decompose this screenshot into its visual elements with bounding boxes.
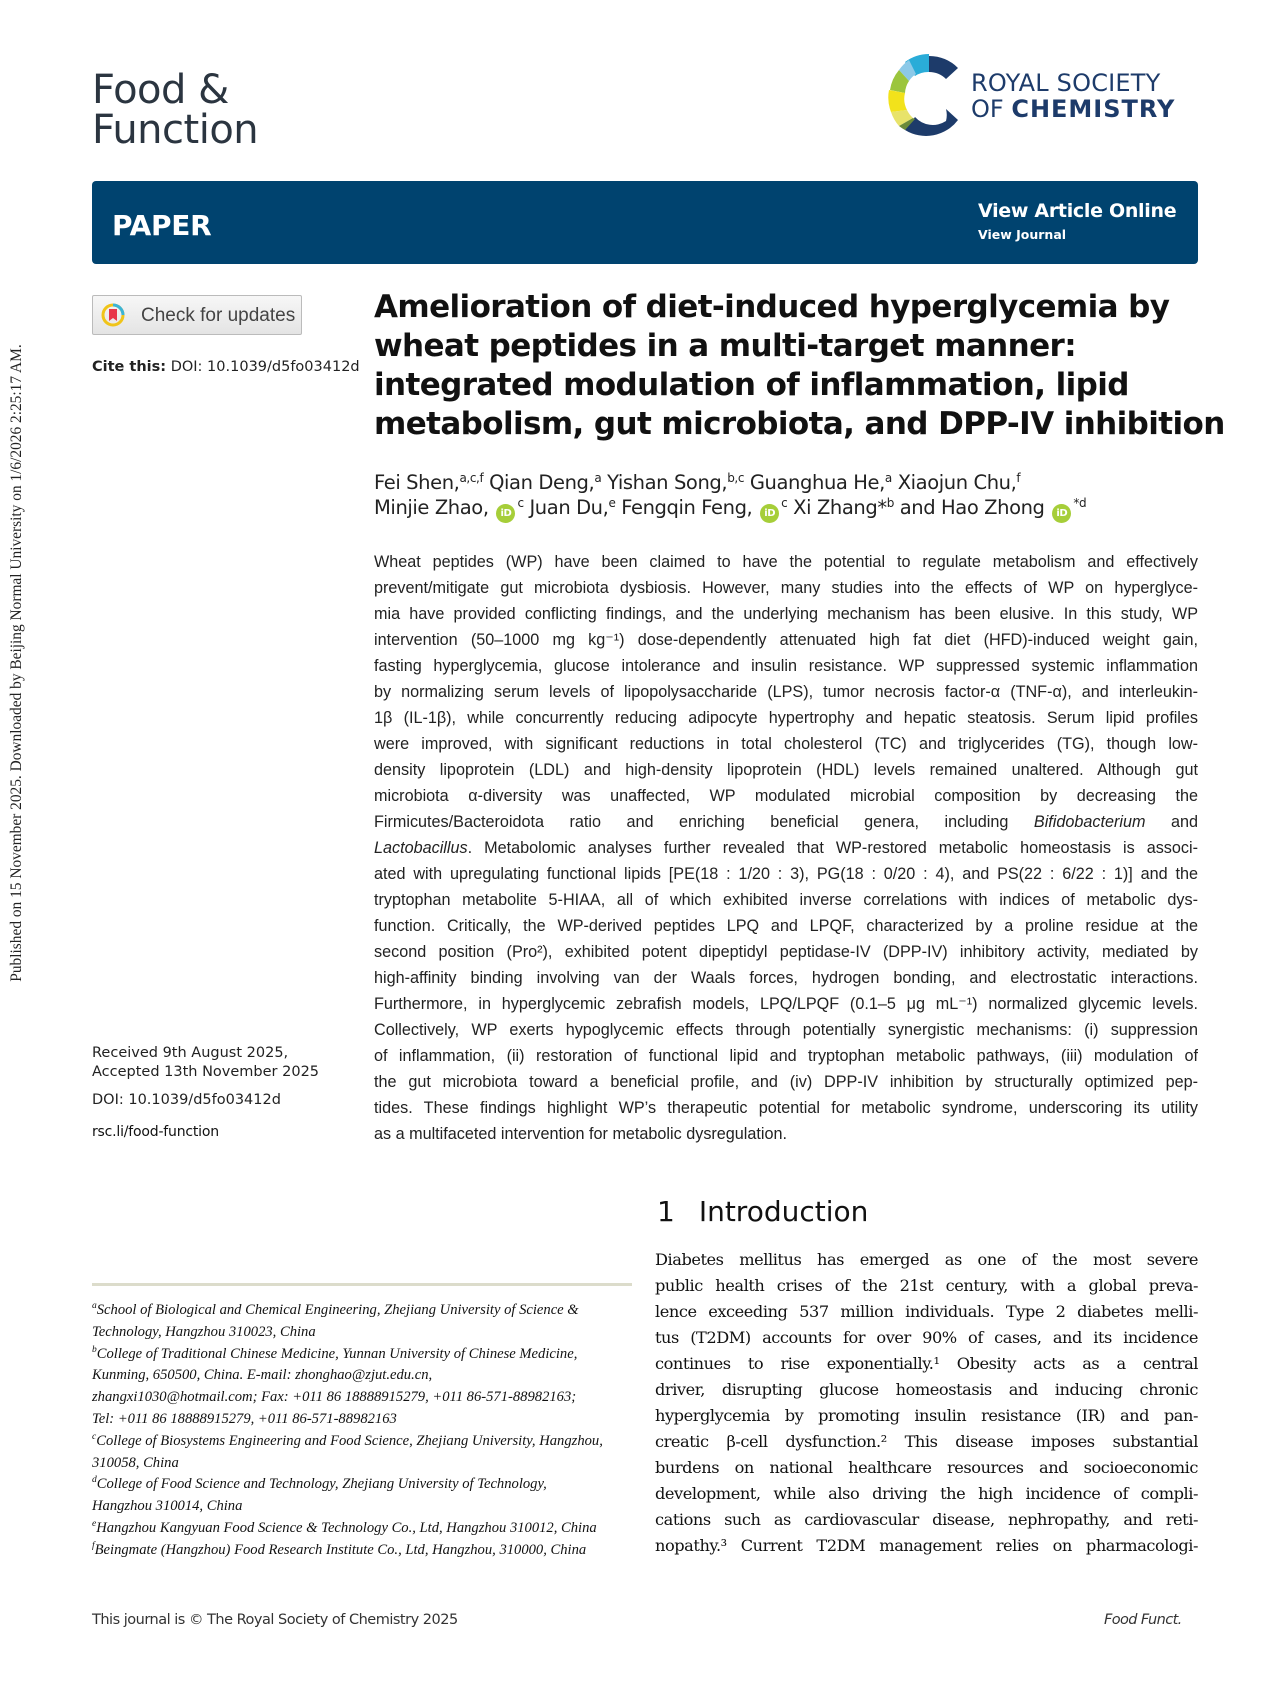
affiliation-text: College of Traditional Chinese Medicine, Yunnan University of Chinese Medicine, xyxy=(96,1345,578,1362)
article-type-label: PAPER xyxy=(112,209,212,242)
author-name: Minjie Zhao, xyxy=(374,496,489,519)
orcid-icon[interactable]: iD xyxy=(760,504,779,523)
abstract-line: of inflammation, (ii) restoration of functional lipid and tryptophan metabolic pathways, (iii) modulation of xyxy=(374,1047,1198,1065)
abstract-line: high-affinity binding involving van der Waals forces, hydrogen bonding, and electrostatic interactions. xyxy=(374,969,1198,987)
received-date: Received 9th August 2025, xyxy=(92,1045,289,1061)
author-affiliation-mark: c xyxy=(781,496,788,510)
intro-line: lence exceeding 537 million individuals. Type 2 diabetes melli- xyxy=(655,1302,1198,1321)
abstract-line: Wheat peptides (WP) have been claimed to have the potential to regulate metabolism and effectively xyxy=(374,553,1198,571)
affiliation-text: 310058, China xyxy=(92,1454,179,1471)
author-affiliation-mark: b xyxy=(886,496,894,510)
affiliation-text: Tel: +011 86 18888915279, +011 86-571-88982163 xyxy=(92,1410,397,1427)
section-title: Introduction xyxy=(698,1195,869,1228)
view-journal-link[interactable]: View Journal xyxy=(978,227,1067,242)
abstract-line: intervention (50–1000 mg kg⁻¹) dose-dependently attenuated high fat diet (HFD)-induced weight gain, xyxy=(374,631,1198,649)
abstract xyxy=(374,549,1198,1147)
abstract-line: as a multifaceted intervention for metabolic dysregulation. xyxy=(374,1125,788,1143)
author-list xyxy=(374,470,1214,523)
abstract-line: Furthermore, in hyperglycemic zebrafish models, LPQ/LPQF (0.1–5 μg mL⁻¹) normalized glycemic levels. xyxy=(374,995,1198,1013)
affiliation-line xyxy=(92,1300,637,1322)
affiliation-text: Beingmate (Hangzhou) Food Research Institute Co., Ltd, Hangzhou, 310000, China xyxy=(94,1541,587,1558)
author-name: Xi Zhang* xyxy=(787,496,887,519)
article-doi: DOI: 10.1039/d5fo03412d xyxy=(92,1092,281,1108)
article-banner xyxy=(92,181,1198,264)
author-affiliation-mark: c xyxy=(517,496,524,510)
abstract-line: were improved, with significant reductions in total cholesterol (TC) and triglycerides (TG), though low- xyxy=(374,735,1198,753)
author-name: Yishan Song, xyxy=(601,471,728,494)
intro-line: nopathy.³ Current T2DM management relies on pharmacologi- xyxy=(655,1536,1198,1555)
intro-line: driver, disrupting glucose homeostasis and inducing chronic xyxy=(655,1380,1198,1399)
author-name: Qian Deng, xyxy=(483,471,595,494)
affiliation-text: College of Biosystems Engineering and Food Science, Zhejiang University, Hangzhou, xyxy=(96,1432,603,1449)
rsc-c-logo-icon xyxy=(885,48,965,143)
copyright-footer: This journal is © The Royal Society of Chemistry 2025 xyxy=(92,1612,458,1628)
abstract-line: by normalizing serum levels of lipopolysaccharide (LPS), tumor necrosis factor-α (TNF-α), and interleukin- xyxy=(374,683,1198,701)
abstract-line: prevent/mitigate gut microbiota dysbiosis. However, many studies into the effects of WP on hyperglyce- xyxy=(374,579,1198,597)
author-affiliation-mark: *d xyxy=(1073,496,1087,510)
intro-line: Diabetes mellitus has emerged as one of the most severe xyxy=(655,1250,1198,1269)
abstract-line: mia have provided conflicting findings, and the underlying mechanism has been elusive. In this study, WP xyxy=(374,605,1198,623)
journal-abbrev-footer: Food Funct. xyxy=(1104,1612,1182,1628)
affiliation-line xyxy=(92,1322,637,1344)
intro-line: continues to rise exponentially.¹ Obesity acts as a central xyxy=(655,1354,1198,1373)
author-affiliation-mark: b,c xyxy=(727,471,745,485)
affiliation-line xyxy=(92,1496,637,1518)
affiliation-line xyxy=(92,1474,637,1496)
intro-line: development, while also driving the high incidence of compli- xyxy=(655,1484,1198,1503)
affiliation-text: School of Biological and Chemical Engineering, Zhejiang University of Science & xyxy=(96,1302,579,1318)
publisher-name-prefix: OF xyxy=(971,95,1012,123)
intro-line: creatic β-cell dysfunction.² This disease imposes substantial xyxy=(655,1432,1198,1451)
rsc-logo xyxy=(885,48,1195,143)
journal-title-line: Function xyxy=(92,107,259,153)
author-affiliation-mark: a,c,f xyxy=(459,471,484,485)
section-heading xyxy=(657,1195,868,1228)
abstract-line: fasting hyperglycemia, glucose intolerance and insulin resistance. WP suppressed systemic inflammation xyxy=(374,657,1198,675)
article-title xyxy=(374,288,1225,444)
author-name: Fengqin Feng, xyxy=(615,496,753,519)
abstract-line: ated with upregulating functional lipids [PE(18 : 1/20 : 3), PG(18 : 0/20 : 4), and PS(22 : 6/22 : 1)] and the xyxy=(374,865,1198,883)
title-line: wheat peptides in a multi-target manner: xyxy=(374,328,1077,364)
abstract-line: density lipoprotein (LDL) and high-density lipoprotein (HDL) levels remained unaltered. Although gut xyxy=(374,761,1198,779)
affiliation-text: zhangxi1030@hotmail.com; Fax: +011 86 18888915279, +011 86-571-88982163; xyxy=(92,1389,577,1406)
accepted-date: Accepted 13th November 2025 xyxy=(92,1064,320,1080)
section-number: 1 xyxy=(657,1195,675,1228)
author-affiliation-mark: f xyxy=(1016,471,1021,485)
check-for-updates-button[interactable] xyxy=(92,295,302,335)
affiliation-line xyxy=(92,1453,637,1475)
abstract-line: tryptophan metabolite 5-HIAA, all of which exhibited inverse correlations with indices of metabolic dys- xyxy=(374,891,1198,909)
affiliation-mark: a xyxy=(92,1301,97,1311)
author-affiliation-mark: a xyxy=(594,471,602,485)
crossmark-icon xyxy=(101,303,125,327)
affiliation-mark: b xyxy=(92,1344,97,1355)
affiliation-line xyxy=(92,1344,637,1366)
abstract-line: second position (Pro²), exhibited potent dipeptidyl peptidase-IV (DPP-IV) inhibitory activity, mediated by xyxy=(374,943,1198,961)
affiliation-text: Kunming, 650500, China. E-mail: zhonghao@zjut.edu.cn, xyxy=(92,1367,433,1384)
affiliation-text: Hangzhou Kangyuan Food Science & Technology Co., Ltd, Hangzhou 310012, China xyxy=(96,1519,597,1536)
journal-title-line: Food & xyxy=(92,67,229,113)
view-article-online-link[interactable]: View Article Online xyxy=(978,200,1177,222)
check-for-updates-label: Check for updates xyxy=(141,305,296,326)
affiliation-line xyxy=(92,1431,637,1453)
orcid-icon[interactable]: iD xyxy=(1052,504,1071,523)
author-name: and Hao Zhong xyxy=(893,496,1045,519)
abstract-line: microbiota α-diversity was unaffected, WP modulated microbial composition by decreasing the xyxy=(374,787,1198,805)
journal-link[interactable]: rsc.li/food-function xyxy=(92,1124,219,1140)
journal-title xyxy=(92,67,259,153)
intro-line: tus (T2DM) accounts for over 90% of cases, and its incidence xyxy=(655,1328,1198,1347)
affiliation-line xyxy=(92,1518,637,1540)
affiliation-mark: e xyxy=(92,1518,97,1529)
author-affiliation-mark: e xyxy=(608,496,616,510)
introduction-text xyxy=(655,1247,1198,1559)
author-line xyxy=(374,495,1214,523)
author-name: Fei Shen, xyxy=(374,471,460,494)
affiliation-line xyxy=(92,1540,637,1562)
abstract-line: 1β (IL-1β), while concurrently reducing adipocyte hypertrophy and hepatic steatosis. Serum lipid profiles xyxy=(374,709,1198,727)
intro-line: burdens on national healthcare resources and socioeconomic xyxy=(655,1458,1198,1477)
author-line xyxy=(374,470,1214,495)
title-line: Amelioration of diet-induced hyperglycemia by xyxy=(374,289,1170,325)
affiliation-text: College of Food Science and Technology, Zhejiang University of Technology, xyxy=(96,1476,547,1493)
download-stamp-text: Published on 15 November 2025. Downloaded by Beijing Normal University on 1/6/2026 2:25:17 AM. xyxy=(8,343,25,982)
footnote-divider xyxy=(92,1283,632,1286)
author-name: Juan Du, xyxy=(523,496,609,519)
author-affiliation-mark: a xyxy=(884,471,892,485)
abstract-line: function. Critically, the WP-derived peptides LPQ and LPQF, characterized by a proline residue at the xyxy=(374,917,1198,935)
orcid-icon[interactable]: iD xyxy=(496,504,515,523)
affiliation-line xyxy=(92,1365,637,1387)
intro-line: cations such as cardiovascular disease, nephropathy, and reti- xyxy=(655,1510,1198,1529)
affiliation-text: Technology, Hangzhou 310023, China xyxy=(92,1323,316,1340)
download-stamp xyxy=(4,300,30,1025)
publisher-name-line2 xyxy=(971,96,1175,122)
affiliations xyxy=(92,1300,637,1562)
author-name: Xiaojun Chu, xyxy=(891,471,1017,494)
author-name: Guanghua He, xyxy=(744,471,885,494)
publisher-name-bold: CHEMISTRY xyxy=(1011,95,1176,123)
abstract-line: Firmicutes/Bacteroidota ratio and enriching beneficial genera, including Bifidobacterium and xyxy=(374,813,1198,831)
abstract-line: Collectively, WP exerts hypoglycemic effects through potentially synergistic mechanisms: (i) suppression xyxy=(374,1021,1198,1039)
cite-doi: DOI: 10.1039/d5fo03412d xyxy=(166,359,360,375)
affiliation-mark: c xyxy=(92,1431,97,1442)
abstract-line: the gut microbiota toward a beneficial profile, and (iv) DPP-IV inhibition by structurally optimized pep- xyxy=(374,1073,1198,1091)
article-history xyxy=(92,1044,319,1082)
cite-label: Cite this: xyxy=(92,359,167,375)
affiliation-text: Hangzhou 310014, China xyxy=(92,1498,243,1515)
title-line: metabolism, gut microbiota, and DPP-IV inhibition xyxy=(374,406,1225,442)
affiliation-mark: d xyxy=(92,1475,97,1486)
title-line: integrated modulation of inflammation, lipid xyxy=(374,367,1129,403)
affiliation-mark: f xyxy=(92,1540,95,1551)
intro-line: hyperglycemia by promoting insulin resistance (IR) and pan- xyxy=(655,1406,1198,1425)
affiliation-line xyxy=(92,1409,637,1431)
affiliation-line xyxy=(92,1387,637,1409)
cite-this xyxy=(92,359,360,375)
abstract-line: tides. These findings highlight WP’s therapeutic potential for metabolic syndrome, underscoring its utility xyxy=(374,1099,1198,1117)
publisher-name-line1: ROYAL SOCIETY xyxy=(971,69,1161,97)
intro-line: public health crises of the 21st century, with a global preva- xyxy=(655,1276,1198,1295)
abstract-line: Lactobacillus. Metabolomic analyses further revealed that WP-restored metabolic homeostasis is associ- xyxy=(374,839,1198,857)
